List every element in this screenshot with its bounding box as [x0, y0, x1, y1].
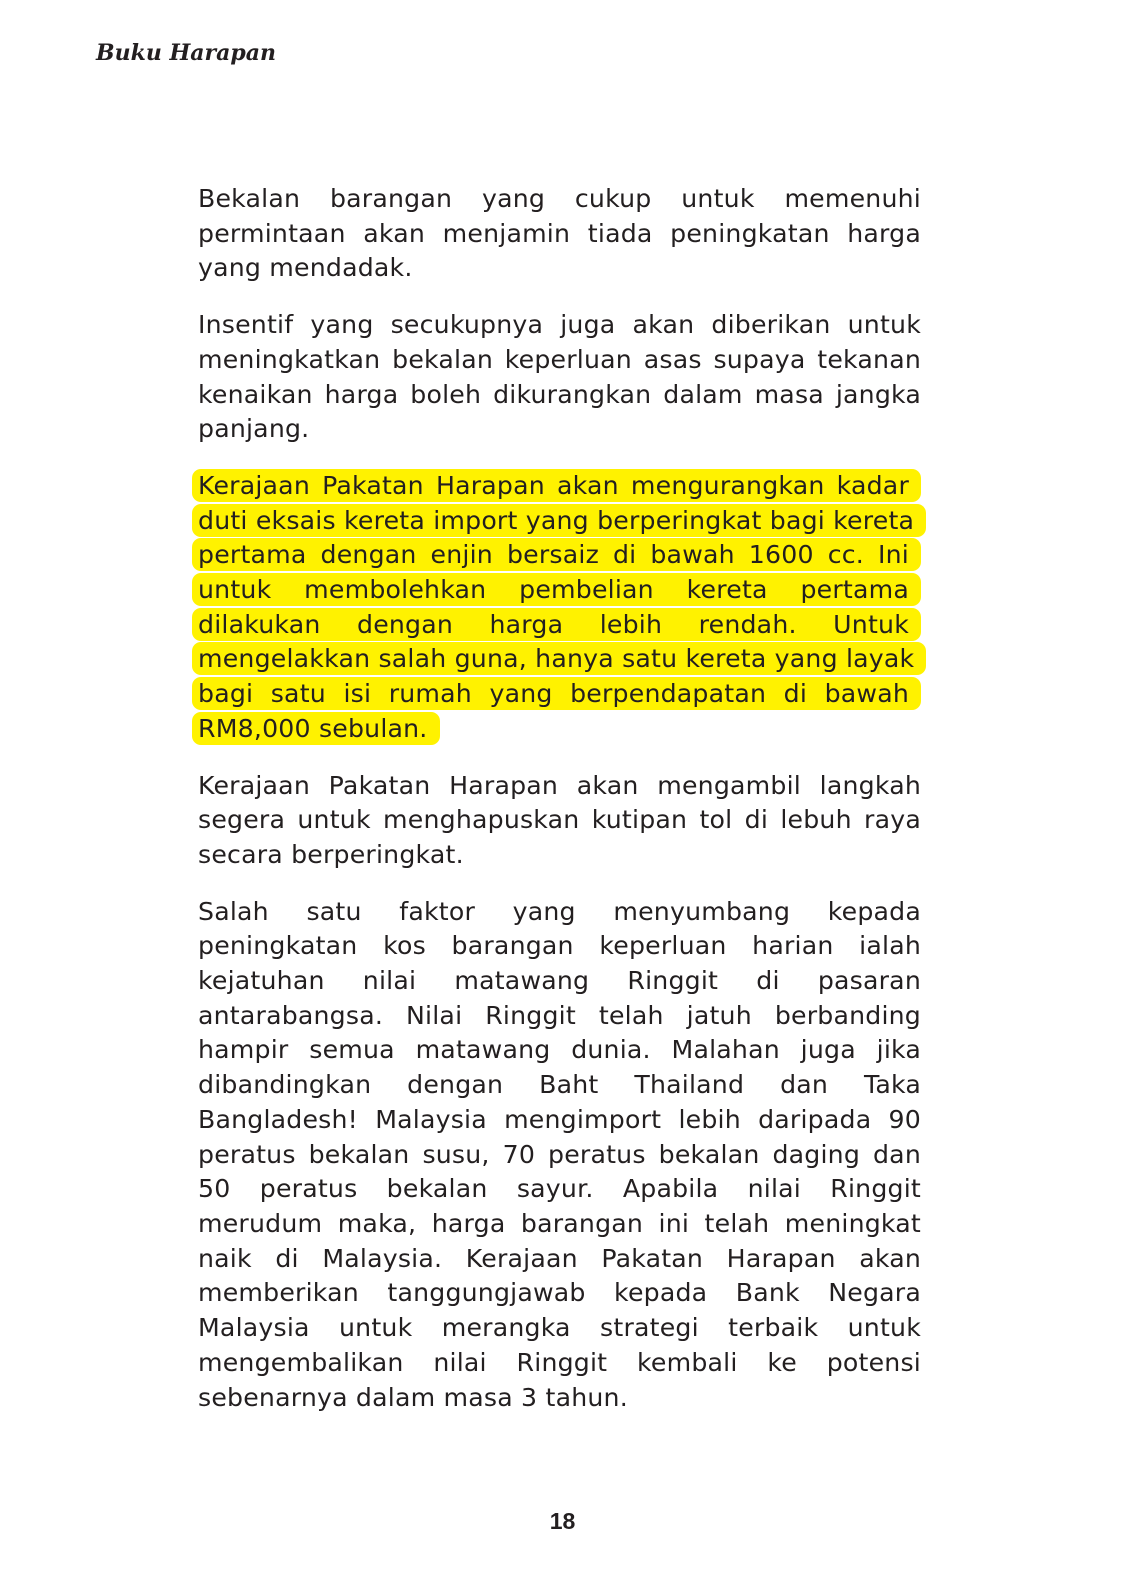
running-header-title: Buku Harapan — [96, 40, 277, 66]
paragraph-toll: Kerajaan Pakatan Harapan akan mengambil langkah segera untuk menghapuskan kutipan tol di lebuh raya secara berperingkat. — [198, 770, 921, 869]
paragraph-incentive: Insentif yang secukupnya juga akan diberikan untuk meningkatkan bekalan keperluan asas supaya tekanan kenaikan harga boleh dikurangkan dalam masa jangka panjang. — [198, 310, 921, 444]
highlight-mark: Kerajaan Pakatan Harapan akan mengurangkan kadar duti eksais kereta import yang berperingkat bagi kereta pertama dengan enjin bersaiz di bawah 1600 cc. Ini untuk membolehkan pembelian kereta pertama dilakukan dengan harga lebih rendah. Untuk mengelakkan salah guna, hanya satu kereta yang layak bagi satu isi rumah yang berpendapatan di bawah RM8,000 sebulan. — [192, 469, 926, 745]
paragraph-ringgit: Salah satu faktor yang menyumbang kepada peningkatan kos barangan keperluan harian ialah kejatuhan nilai matawang Ringgit di pasaran antarabangsa. Nilai Ringgit telah jatuh berbanding hampir semua matawang dunia. Malahan juga jika dibandingkan dengan Baht Thailand dan Taka Bangladesh! Malaysia mengimport lebih daripada 90 peratus bekalan susu, 70 peratus bekalan daging dan 50 peratus bekalan sayur. Apabila nilai Ringgit merudum maka, harga barangan ini telah meningkat naik di Malaysia. Kerajaan Pakatan Harapan akan memberikan tanggungjawab kepada Bank Negara Malaysia untuk merangka strategi terbaik untuk mengembalikan nilai Ringgit kembali ke potensi sebenarnya dalam masa 3 tahun. — [198, 896, 921, 1412]
paragraph-highlighted-excise-duty — [198, 469, 921, 747]
paragraph-supply: Bekalan barangan yang cukup untuk memenuhi permintaan akan menjamin tiada peningkatan harga yang mendadak. — [198, 184, 921, 283]
page-body — [198, 182, 921, 1437]
page-number: 18 — [549, 1508, 576, 1534]
